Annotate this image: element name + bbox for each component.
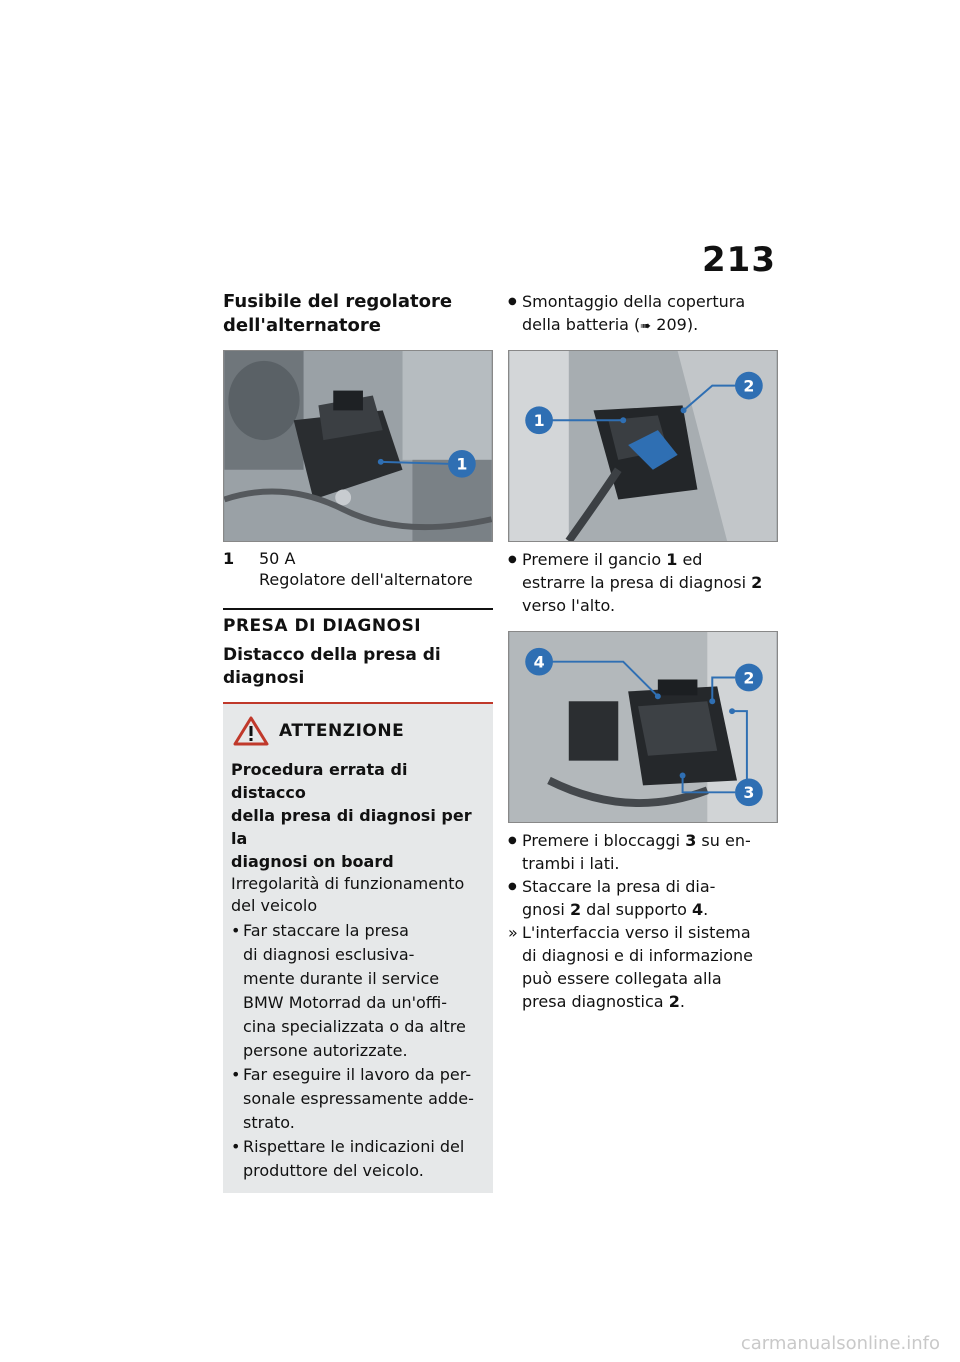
measure-line: persone autorizzate. — [243, 1041, 408, 1060]
diagnosis-hook-illustration — [509, 351, 777, 541]
step-text: dal supporto — [581, 900, 692, 919]
step-result — [508, 921, 778, 1013]
measure-line: cina specializzata o da altre — [243, 1017, 466, 1036]
step-line — [522, 990, 778, 1013]
step-detach-socket — [508, 875, 778, 921]
warning-hazard-line: della presa di diagnosi per la — [231, 806, 472, 848]
step-press-hook — [508, 548, 778, 617]
left-column — [223, 290, 493, 1193]
measure-line: sonale espressamente adde- — [243, 1089, 474, 1108]
page-reference-arrow-icon[interactable]: ➠ — [640, 319, 652, 334]
step-line: » L'interfaccia verso il sistema — [522, 923, 751, 942]
measure-line: • Rispettare le indicazioni del — [243, 1137, 465, 1156]
step-line — [522, 548, 778, 571]
step-line: ● Smontaggio della copertura — [522, 292, 746, 311]
step-line — [522, 313, 778, 338]
step-text: gnosi — [522, 900, 570, 919]
alternator-fuse-illustration — [224, 351, 492, 541]
section-divider — [223, 608, 493, 610]
diagnosis-hook-photo — [508, 350, 778, 542]
photo2-callout-1: 1 — [533, 411, 545, 431]
warning-hazard-line: Procedura errata di distacco — [231, 760, 408, 802]
photo3-callout-4: 4 — [533, 652, 545, 672]
step-line: ● Staccare la presa di dia- — [522, 877, 716, 896]
warning-hazard-line: diagnosi on board — [231, 852, 394, 871]
legend-item — [223, 548, 493, 590]
subheading-line1: Distacco della presa di — [223, 645, 441, 665]
warning-measure — [231, 1135, 485, 1183]
measure-line: strato. — [243, 1113, 295, 1132]
warning-measures — [231, 919, 485, 1183]
warning-consequence-line: del veicolo — [231, 896, 318, 915]
page-number: 213 — [702, 240, 776, 280]
legend-description: Regolatore dell'alternatore — [259, 570, 473, 589]
step-remove-cover — [508, 290, 778, 338]
measure-line: produttore del veicolo. — [243, 1161, 424, 1180]
steps-list-1 — [508, 290, 778, 338]
step-line: trambi i lati. — [522, 854, 620, 873]
step-line: di diagnosi e di informazione — [522, 946, 753, 965]
ref-number: 2 — [569, 900, 582, 919]
warning-measure — [231, 919, 485, 1063]
fuse-title — [223, 290, 493, 338]
step-text: Premere il gancio — [522, 550, 667, 569]
step-line — [522, 829, 778, 852]
step-text: su en- — [696, 831, 751, 850]
warning-measure — [231, 1063, 485, 1135]
step-line: verso l'alto. — [522, 596, 616, 615]
warning-consequence — [231, 873, 485, 917]
watermark: carmanualsonline.info — [740, 1333, 940, 1354]
step-text: ed — [677, 550, 703, 569]
steps-list-2 — [508, 548, 778, 617]
step-text: . — [679, 992, 685, 1011]
ref-number: 2 — [668, 992, 680, 1011]
warning-header — [233, 716, 485, 746]
fuse-title-line2: dell'alternatore — [223, 315, 381, 336]
warning-consequence-line: Irregolarità di funzionamento — [231, 874, 465, 893]
step-line: può essere collegata alla — [522, 969, 722, 988]
legend-text — [259, 548, 473, 590]
step-text: Premere i bloccaggi — [522, 831, 686, 850]
diagnosis-locks-photo — [508, 631, 778, 823]
photo3-callout-3: 3 — [743, 783, 755, 803]
warning-title: ATTENZIONE — [279, 721, 405, 741]
ref-number: 4 — [691, 900, 704, 919]
step-line — [522, 571, 778, 594]
warning-triangle-icon — [233, 716, 269, 746]
ref-number: 3 — [685, 831, 697, 850]
measure-line: di diagnosi esclusiva- — [243, 945, 415, 964]
measure-line: • Far staccare la presa — [243, 921, 409, 940]
step-press-locks — [508, 829, 778, 875]
subheading — [223, 644, 493, 690]
page-reference-link[interactable]: 209). — [651, 315, 699, 334]
fuse-title-line1: Fusibile del regolatore — [223, 291, 453, 312]
steps-list-3 — [508, 829, 778, 1013]
right-column — [508, 290, 778, 1013]
legend-number: 1 — [223, 549, 235, 568]
measure-line: • Far eseguire il lavoro da per- — [243, 1065, 472, 1084]
photo3-callout-2: 2 — [743, 668, 755, 688]
alternator-fuse-photo — [223, 350, 493, 542]
legend-value: 50 A — [259, 549, 296, 568]
step-line — [522, 898, 778, 921]
warning-box — [223, 702, 493, 1193]
ref-number: 1 — [666, 550, 678, 569]
section-heading: PRESA DI DIAGNOSI — [223, 616, 422, 636]
step-text: . — [703, 900, 709, 919]
subheading-line2: diagnosi — [223, 668, 305, 688]
step-text: presa diagnostica — [522, 992, 669, 1011]
step-text: estrarre la presa di diagnosi — [522, 573, 752, 592]
warning-hazard — [231, 758, 485, 873]
diagnosis-locks-illustration — [509, 632, 777, 822]
measure-line: mente durante il service — [243, 969, 440, 988]
photo2-callout-2: 2 — [743, 376, 755, 396]
ref-number: 2 — [751, 573, 763, 592]
measure-line: BMW Motorrad da un'offi- — [243, 993, 448, 1012]
step-text: della batteria ( — [522, 315, 641, 334]
photo1-callout-1: 1 — [456, 454, 468, 474]
